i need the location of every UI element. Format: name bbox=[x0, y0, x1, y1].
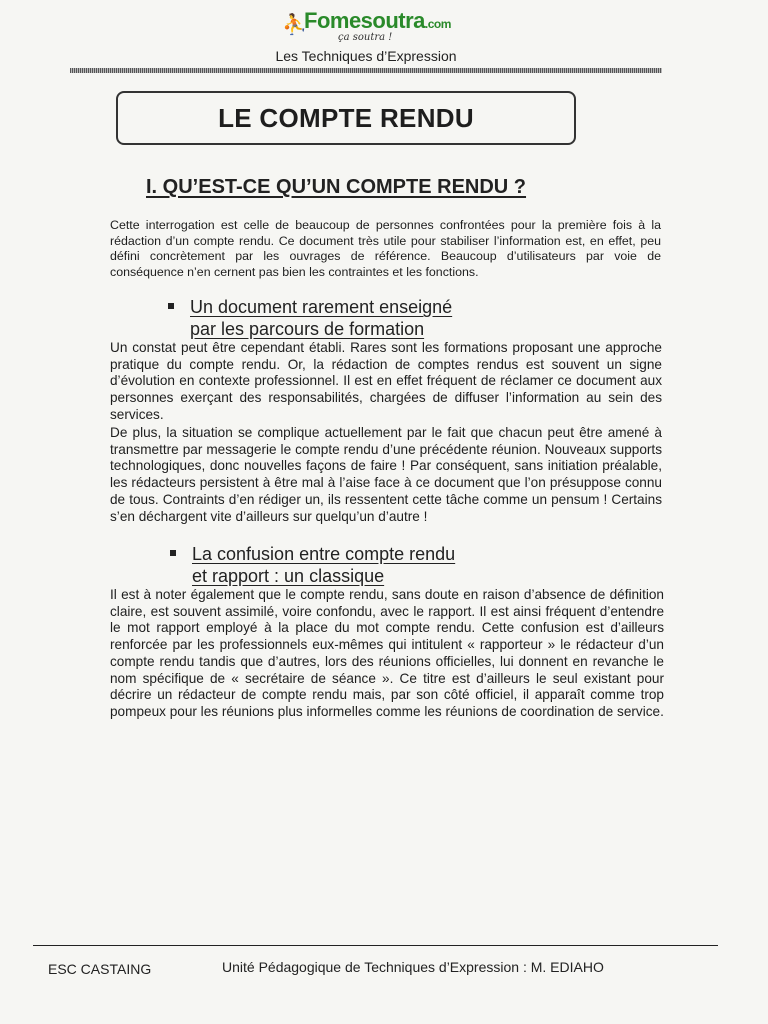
bullet-square-icon bbox=[168, 303, 174, 309]
bullet-heading-1-line1: Un document rarement enseigné bbox=[190, 297, 453, 317]
header-subtitle: Les Techniques d’Expression bbox=[275, 48, 457, 64]
logo-text: Fomesoutra.com bbox=[304, 8, 451, 33]
section-heading: I. QU’EST-CE QU’UN COMPTE RENDU ? bbox=[146, 176, 527, 198]
header-divider bbox=[70, 68, 662, 73]
site-logo bbox=[282, 8, 482, 42]
title-box bbox=[116, 91, 576, 145]
footer-school: ESC CASTAING bbox=[48, 961, 152, 977]
bullet-heading-1-line2: par les parcours de formation bbox=[190, 319, 425, 339]
bullet-heading-2 bbox=[192, 543, 455, 587]
deplus-paragraph: De plus, la situation se complique actuellement par le fait que chacun peut être amené à transmettre par messagerie le compte rendu d’une précédente réunion. Nouveaux supports technologiques, donc nouvelles façons de faire ! Par conséquent, sans initiation préalable, les rédacteurs persistent à être mal à l’aise face à ce document que l’on présuppose connu de tous. Contraints d’en rédiger un, ils ressentent cette tâche comme un pensum ! Certains s’en déchargent vite d’ailleurs sur quelqu’un d’autre ! bbox=[110, 425, 662, 524]
logo-figure-icon: ⛹ bbox=[282, 14, 307, 36]
bullet-heading-2-line2: et rapport : un classique bbox=[192, 566, 385, 586]
bullet-square-icon bbox=[170, 550, 176, 556]
logo-suffix: .com bbox=[424, 17, 451, 31]
footer-unit: Unité Pédagogique de Techniques d’Expression : M. EDIAHO bbox=[222, 959, 604, 975]
logo-slogan: ça soutra ! bbox=[338, 32, 393, 43]
confusion-paragraph: Il est à noter également que le compte rendu, sans doute en raison d’absence de définition claire, est souvent assimilé, voire confondu, avec le rapport. Il est ainsi fréquent d’entendre le mot rapport employé à la place du mot compte rendu. Cette confusion est d’ailleurs renforcée par les professionnels eux-mêmes qui intitulent « rapporteur » le rédacteur d’un compte rendu tandis que d’autres, lors des réunions officielles, lui donnent en revanche le nom spécifique de « secrétaire de séance ». Ce titre est d’ailleurs le seul existant pour décrire un rédacteur de compte rendu mais, par son côté officiel, il apparaît comme trop pompeux pour les réunions plus informelles comme les réunions de coordination de service. bbox=[110, 587, 664, 719]
bullet-heading-2-line1: La confusion entre compte rendu bbox=[192, 544, 456, 564]
intro-paragraph: Cette interrogation est celle de beaucoup de personnes confrontées pour la première fois à la rédaction d’un compte rendu. Ce document très utile pour stabiliser l’information est, en effet, peu défini concrètement par les ouvrages de référence. Beaucoup d’utilisateurs par voie de conséquence n’en cernent pas bien les contraintes et les fonctions. bbox=[110, 218, 661, 279]
constat-paragraph: Un constat peut être cependant établi. Rares sont les formations proposant une approche pratique du compte rendu. Or, la rédaction de comptes rendus est souvent un signe d’évolution en contexte professionnel. Il est en effet fréquent de réclamer ce document aux personnes exerçant des responsabilités, chargées de diffuser l’information au sein des services. bbox=[110, 340, 662, 422]
footer-divider bbox=[33, 945, 718, 946]
bullet-heading-1 bbox=[190, 296, 452, 340]
page-title: LE COMPTE RENDU bbox=[218, 102, 474, 133]
